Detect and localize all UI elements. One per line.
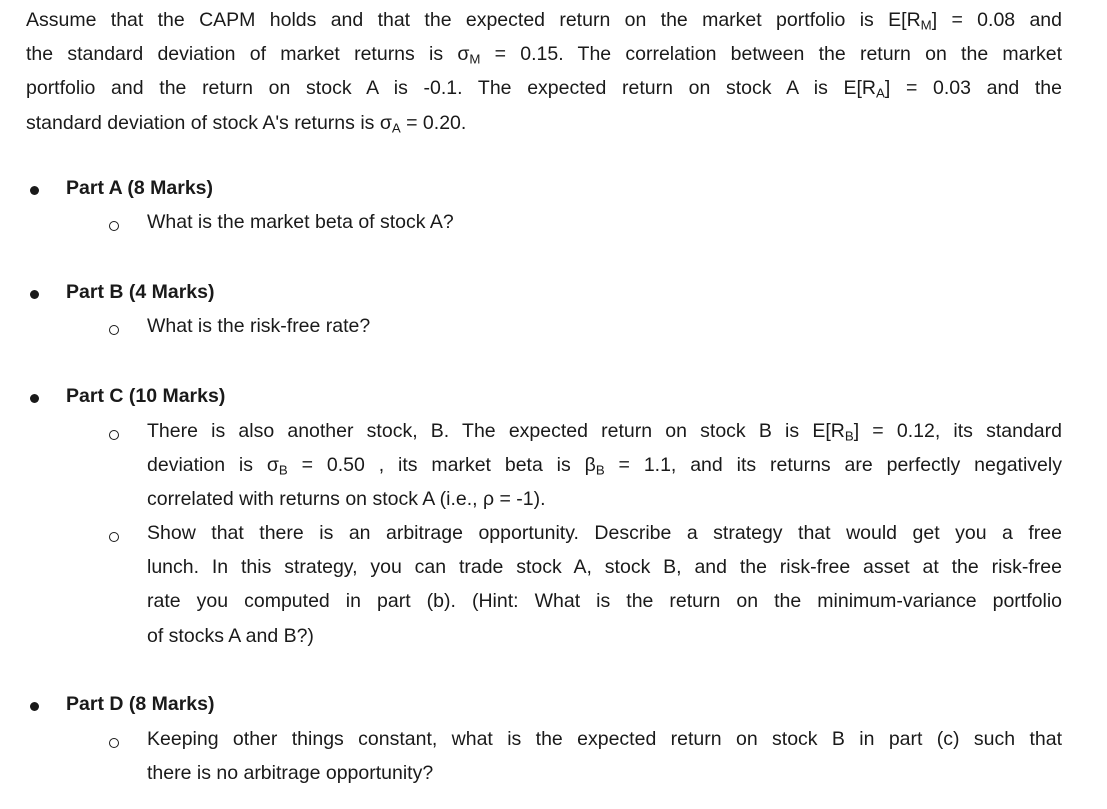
part-d-title: Part D (8 Marks)	[66, 693, 215, 715]
question-line: rate you computed in part (b). (Hint: What is the return on the minimum-variance portfolio	[147, 590, 1062, 613]
hollow-circle-icon	[109, 325, 119, 335]
intro-line-2: the standard deviation of market returns is $\sigma_M = 0.15$. The correlation between the return on the market	[26, 43, 1062, 67]
part-a-title: Part A (8 Marks)	[66, 177, 214, 199]
intro-line-4: standard deviation of stock A's returns is $\sigma_A = 0.20$.	[26, 111, 467, 135]
question-document	[26, 3, 1062, 785]
hollow-circle-icon	[109, 430, 119, 440]
question-line: Show that there is an arbitrage opportunity. Describe a strategy that would get you a free	[147, 522, 1062, 544]
hollow-circle-icon	[109, 221, 119, 231]
intro-line-3: portfolio and the return on stock A is -0.1. The expected return on stock A is $E[R_A] = 0.03$ and the	[26, 77, 1062, 101]
bullet-icon	[30, 702, 39, 711]
hollow-circle-icon	[109, 738, 119, 748]
bullet-icon	[30, 290, 39, 299]
question-line: deviation is $\sigma_B = 0.50$ , its market beta is $\beta_B = 1.1$, and its returns are perfectly negatively	[147, 454, 1062, 478]
question-text: What is the risk-free rate?	[147, 315, 371, 337]
bullet-icon	[30, 186, 39, 195]
part-c-title: Part C (10 Marks)	[66, 385, 226, 407]
question-line: There is also another stock, B. The expected return on stock B is $E[R_B] = 0.12$, its standard	[147, 420, 1062, 444]
question-line: of stocks A and B?)	[147, 624, 314, 647]
question-text: What is the market beta of stock A?	[147, 211, 454, 233]
hollow-circle-icon	[109, 532, 119, 542]
part-b-title: Part B (4 Marks)	[66, 281, 215, 303]
bullet-icon	[30, 394, 39, 403]
question-line: lunch. In this strategy, you can trade stock A, stock B, and the risk-free asset at the risk-free	[147, 556, 1062, 579]
intro-line-1: Assume that the CAPM holds and that the expected return on the market portfolio is $E[R_M] = 0.08$ and	[26, 9, 1062, 33]
question-line: Keeping other things constant, what is the expected return on stock B in part (c) such that	[147, 728, 1062, 750]
question-line: there is no arbitrage opportunity?	[147, 762, 434, 785]
intro-paragraph	[26, 3, 1062, 140]
question-line: correlated with returns on stock A (i.e., ρ = -1).	[147, 488, 546, 511]
